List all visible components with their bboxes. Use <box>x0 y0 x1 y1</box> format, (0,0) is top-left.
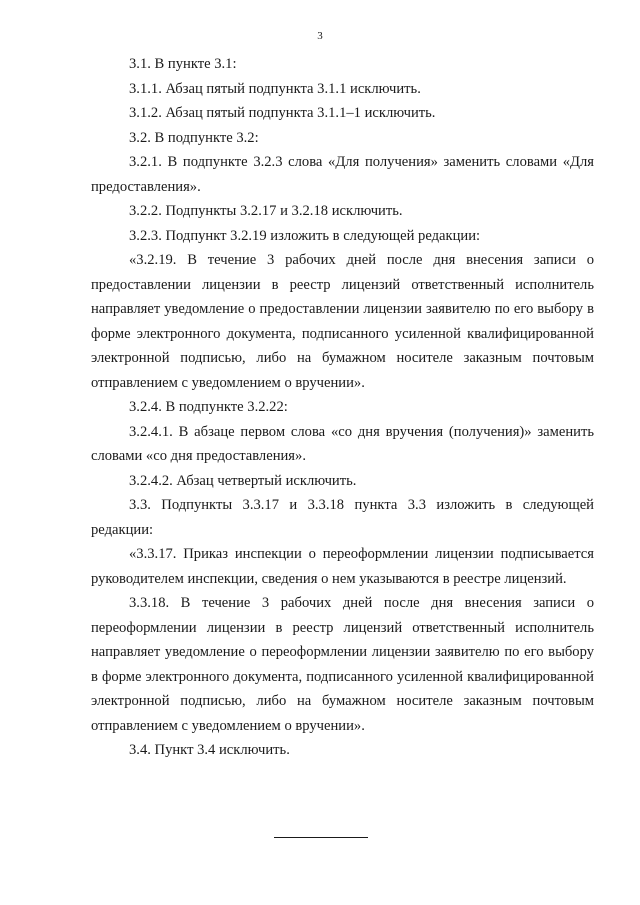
paragraph-3-1: 3.1. В пункте 3.1: <box>129 56 237 72</box>
paragraph-3-2-4: 3.2.4. В подпункте 3.2.22: <box>129 399 288 415</box>
paragraph-3-4: 3.4. Пункт 3.4 исключить. <box>129 742 290 758</box>
paragraph-3-2-3: 3.2.3. Подпункт 3.2.19 изложить в следующей редакции: <box>129 227 481 244</box>
paragraph-3-1-1: 3.1.1. Абзац пятый подпункта 3.1.1 исключить. <box>129 80 421 97</box>
paragraph-3-2-1: 3.2.1. В подпункте 3.2.3 слова «Для получения» заменить словами «Для предоставления». <box>91 154 594 195</box>
paragraph-3-3-18: 3.3.18. В течение 3 рабочих дней после дня внесения записи о переоформлении лицензии в реестр лицензий ответственный исполнитель направляет уведомление о переоформлении лицензии заявителю по его выбору в форме электронного документа, подписанного усиленной квалифицированной электронной подписью, либо на бумажном носителе заказным почтовым отправлением с уведомлением о вручении». <box>91 595 594 734</box>
page-number: 3 <box>317 30 323 42</box>
paragraph-3-2-19-quote: «3.2.19. В течение 3 рабочих дней после дня внесения записи о предоставлении лицензии в реестр лицензий ответственный исполнитель направляет уведомление о предоставлении лицензии заявителю по его выбору в форме электронного документа, подписанного усиленной квалифицированной электронной подписью, либо на бумажном носителе заказным почтовым отправлением с уведомлением о вручении». <box>91 252 594 391</box>
paragraph-3-3: 3.3. Подпункты 3.3.17 и 3.3.18 пункта 3.3 изложить в следующей редакции: <box>91 497 594 538</box>
paragraph-3-1-2: 3.1.2. Абзац пятый подпункта 3.1.1–1 исключить. <box>129 105 436 121</box>
paragraph-3-3-17-quote: «3.3.17. Приказ инспекции о переоформлении лицензии подписывается руководителем инспекции, сведения о нем указываются в реестре лицензий. <box>91 546 594 587</box>
paragraph-3-2: 3.2. В подпункте 3.2: <box>129 129 259 146</box>
paragraph-3-2-4-1: 3.2.4.1. В абзаце первом слова «со дня вручения (получения)» заменить словами «со дня предоставления». <box>91 423 594 464</box>
paragraph-3-2-2: 3.2.2. Подпункты 3.2.17 и 3.2.18 исключить. <box>129 203 403 219</box>
document-body <box>91 52 594 763</box>
end-separator-line <box>274 837 368 838</box>
paragraph-3-2-4-2: 3.2.4.2. Абзац четвертый исключить. <box>129 472 357 489</box>
